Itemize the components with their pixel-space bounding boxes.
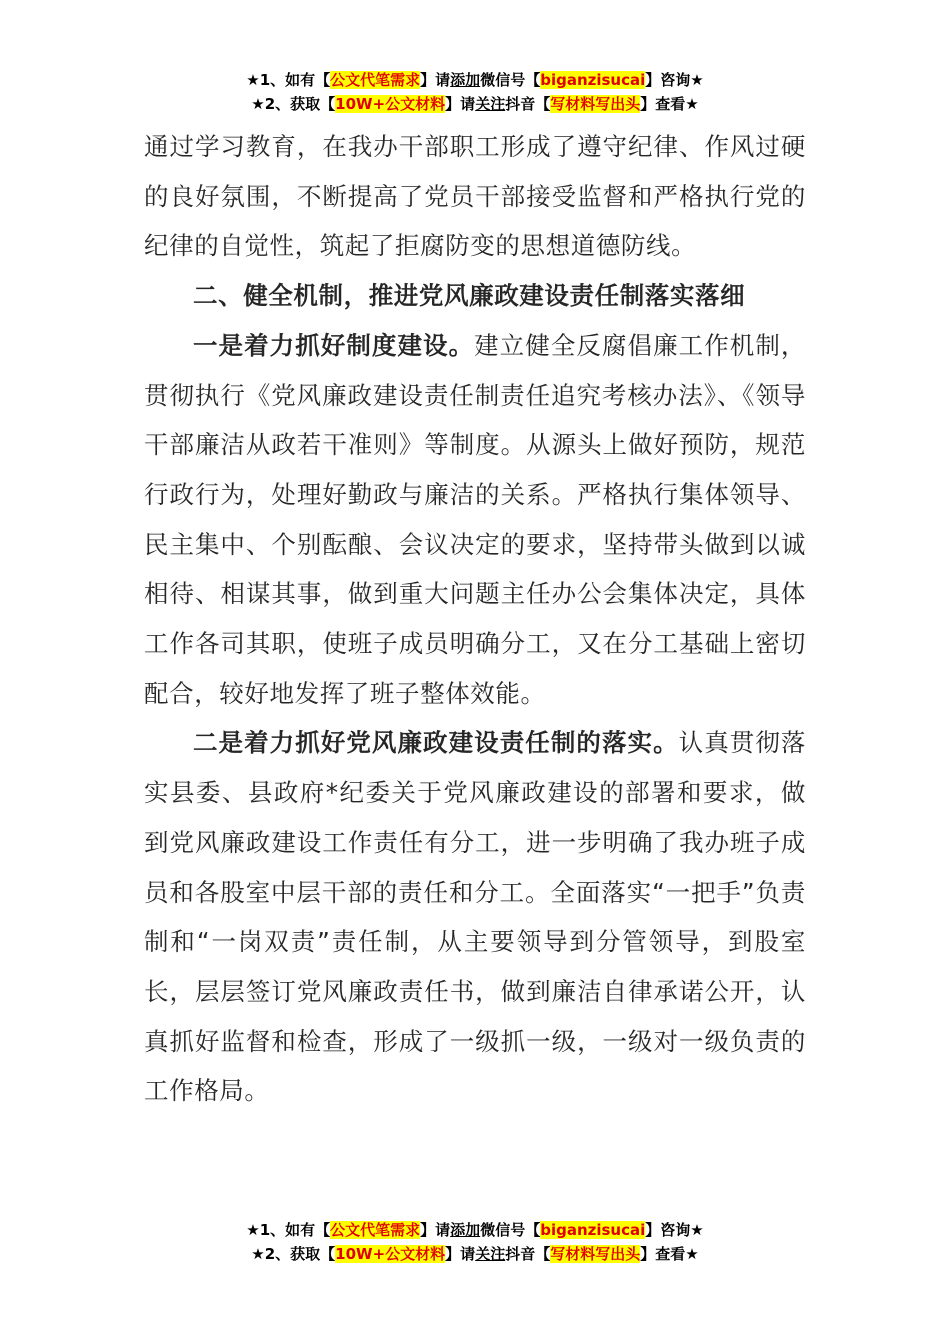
promo-line-2 [0,1242,950,1266]
highlight-text: 公文代笔需求 [330,1221,421,1239]
promo-text: 微信号【 [480,71,541,89]
star-icon: ★ [685,95,699,113]
promo-line-1 [0,1218,950,1242]
promo-banner-bottom [0,1218,950,1266]
douyin-id: 写材料写出头 [550,95,641,113]
promo-text: 2、获取【 [264,95,336,113]
point-2-text: 认真贯彻落实县委、县政府*纪委关于党风廉政建设的部署和要求，做到党风廉政建设工作责任有分工，进一步明确了我办班子成员和各股室中层干部的责任和分工。全面落实“一把手”负责制和“一岗双责”责任制，从主要领导到分管领导，到股室长，层层签订党风廉政责任书，做到廉洁自律承诺公开，认真抓好监督和检查，形成了一级抓一级，一级对一级负责的工作格局。 [144,728,806,1106]
promo-line-1 [0,68,950,92]
promo-text: 】查看 [640,1245,686,1263]
wechat-id: biganzisucai [540,71,646,89]
douyin-id: 写材料写出头 [550,1245,641,1263]
promo-text: 】查看 [640,95,686,113]
promo-text: 微信号【 [480,1221,541,1239]
point-1-title: 一是着力抓好制度建设。 [193,330,475,360]
underlined-text: 添加 [450,71,481,89]
underlined-text: 关注 [475,1245,506,1263]
promo-text: 】请 [445,95,476,113]
wechat-id: biganzisucai [540,1221,646,1239]
star-icon: ★ [690,1221,704,1239]
promo-banner-top [0,68,950,116]
promo-text: 】咨询 [645,71,691,89]
paragraph-point-2 [144,718,806,1116]
underlined-text: 添加 [450,1221,481,1239]
promo-text: 】咨询 [645,1221,691,1239]
point-1-text: 建立健全反腐倡廉工作机制，贯彻执行《党风廉政建设责任制责任追究考核办法》、《领导干部廉洁从政若干准则》等制度。从源头上做好预防，规范行政行为，处理好勤政与廉洁的关系。严格执行集体领导、民主集中、个别酝酿、会议决定的要求，坚持带头做到以诚相待、相谋其事，做到重大问题主任办公会集体决定，具体工作各司其职，使班子成员明确分工，又在分工基础上密切配合，较好地发挥了班子整体效能。 [144,330,806,708]
section-heading: 二、健全机制，推进党风廉政建设责任制落实落细 [193,281,746,311]
promo-line-2 [0,92,950,116]
highlight-text: 10W+公文材料 [335,95,446,113]
star-icon: ★ [251,95,265,113]
point-2-title: 二是着力抓好党风廉政建设责任制的落实。 [193,728,679,758]
star-icon: ★ [685,1245,699,1263]
paragraph-continuation: 通过学习教育，在我办干部职工形成了遵守纪律、作风过硬的良好氛围，不断提高了党员干部接受监督和严格执行党的纪律的自觉性，筑起了拒腐防变的思想道德防线。 [144,132,806,261]
star-icon: ★ [690,71,704,89]
promo-text: 】请 [445,1245,476,1263]
promo-text: 1、如有【 [259,71,331,89]
promo-text: 抖音【 [505,1245,551,1263]
star-icon: ★ [246,1221,260,1239]
paragraph-point-1 [144,321,806,719]
promo-text: 2、获取【 [264,1245,336,1263]
promo-text: 】请 [420,1221,451,1239]
underlined-text: 关注 [475,95,506,113]
document-body [144,122,806,1116]
promo-text: 】请 [420,71,451,89]
highlight-text: 10W+公文材料 [335,1245,446,1263]
highlight-text: 公文代笔需求 [330,71,421,89]
star-icon: ★ [251,1245,265,1263]
promo-text: 1、如有【 [259,1221,331,1239]
star-icon: ★ [246,71,260,89]
promo-text: 抖音【 [505,95,551,113]
